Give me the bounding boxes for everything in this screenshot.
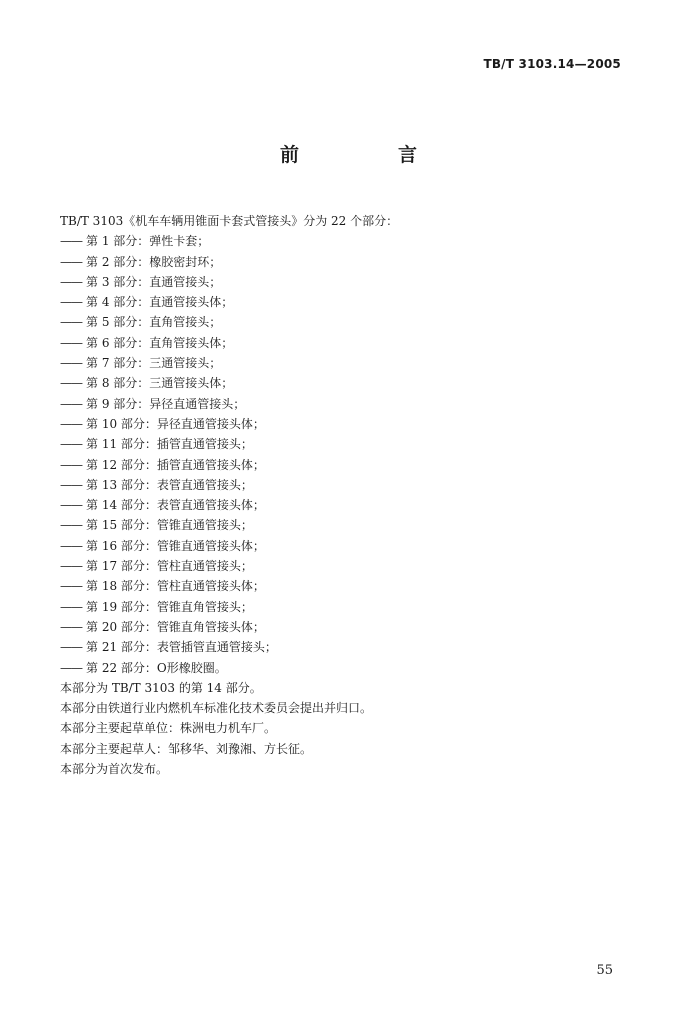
list-item-text: 第 12 部分：插管直通管接头体； [86, 457, 265, 472]
list-item [60, 556, 640, 576]
list-dash: —— [60, 274, 82, 289]
list-item-text: 第 13 部分：表管直通管接头； [86, 477, 253, 492]
list-item [60, 353, 640, 373]
page-number: 55 [596, 963, 613, 978]
list-dash: —— [60, 356, 82, 371]
proposed-by: 本部分由铁道行业内燃机车标准化技术委员会提出并归口。 [60, 701, 373, 716]
list-item [60, 434, 640, 454]
list-item-text: 第 22 部分：O形橡胶圈。 [86, 660, 227, 675]
list-item [60, 658, 640, 678]
list-item [60, 455, 640, 475]
list-dash: —— [60, 640, 82, 655]
list-item-text: 第 14 部分：表管直通管接头体； [86, 498, 265, 513]
list-item [60, 475, 640, 495]
list-item [60, 597, 640, 617]
list-item [60, 292, 640, 312]
list-item [60, 373, 640, 393]
list-dash: —— [60, 538, 82, 553]
list-dash: —— [60, 619, 82, 634]
list-dash: —— [60, 234, 82, 249]
list-item-text: 第 19 部分：管锥直角管接头； [86, 599, 253, 614]
list-item-text: 第 3 部分：直通管接头； [86, 274, 222, 289]
list-item-text: 第 4 部分：直通管接头体； [86, 295, 234, 310]
list-item [60, 252, 640, 272]
list-dash: —— [60, 315, 82, 330]
list-item [60, 536, 640, 556]
list-dash: —— [60, 518, 82, 533]
list-item-text: 第 7 部分：三通管接头； [86, 356, 222, 371]
page-title: 前 言 [279, 144, 457, 166]
list-item [60, 272, 640, 292]
list-item-text: 第 18 部分：管柱直通管接头体； [86, 579, 265, 594]
closing-paragraphs [60, 678, 640, 779]
list-item-text: 第 10 部分：异径直通管接头体； [86, 416, 265, 431]
list-item-text: 第 21 部分：表管插管直通管接头； [86, 640, 277, 655]
part-designation: 本部分为 TB/T 3103 的第 14 部分。 [60, 680, 262, 695]
list-dash: —— [60, 457, 82, 472]
list-item-text: 第 6 部分：直角管接头体； [86, 335, 234, 350]
list-item-text: 第 16 部分：管锥直通管接头体； [86, 538, 265, 553]
list-item-text: 第 2 部分：橡胶密封环； [86, 254, 222, 269]
list-dash: —— [60, 498, 82, 513]
publication-note: 本部分为首次发布。 [60, 762, 169, 777]
list-dash: —— [60, 599, 82, 614]
foreword-body [60, 211, 640, 779]
list-dash: —— [60, 559, 82, 574]
list-item [60, 312, 640, 332]
list-dash: —— [60, 437, 82, 452]
list-dash: —— [60, 254, 82, 269]
list-item-text: 第 15 部分：管锥直通管接头； [86, 518, 253, 533]
intro-line: TB/T 3103《机车车辆用锥面卡套式管接头》分为 22 个部分： [60, 214, 399, 228]
list-dash: —— [60, 295, 82, 310]
list-item [60, 617, 640, 637]
list-item-text: 第 20 部分：管锥直角管接头体； [86, 619, 265, 634]
drafters: 本部分主要起草人：邹移华、刘豫湘、方长征。 [60, 741, 313, 756]
list-item-text: 第 17 部分：管柱直通管接头； [86, 559, 253, 574]
list-dash: —— [60, 376, 82, 391]
list-item [60, 495, 640, 515]
list-item [60, 333, 640, 353]
list-item [60, 231, 640, 251]
list-item-text: 第 9 部分：异径直通管接头； [86, 396, 246, 411]
standard-code: TB/T 3103.14—2005 [483, 57, 621, 71]
list-item-text: 第 5 部分：直角管接头； [86, 315, 222, 330]
list-dash: —— [60, 416, 82, 431]
list-dash: —— [60, 660, 82, 675]
list-item-text: 第 1 部分：弹性卡套； [86, 234, 210, 249]
list-dash: —— [60, 335, 82, 350]
list-item-text: 第 8 部分：三通管接头体； [86, 376, 234, 391]
drafting-organization: 本部分主要起草单位：株洲电力机车厂。 [60, 721, 277, 736]
list-item [60, 637, 640, 657]
list-item [60, 515, 640, 535]
list-dash: —— [60, 396, 82, 411]
list-item-text: 第 11 部分：插管直通管接头； [86, 437, 253, 452]
list-item [60, 576, 640, 596]
list-item [60, 414, 640, 434]
list-dash: —— [60, 579, 82, 594]
list-item [60, 394, 640, 414]
list-dash: —— [60, 477, 82, 492]
parts-list [60, 231, 640, 678]
